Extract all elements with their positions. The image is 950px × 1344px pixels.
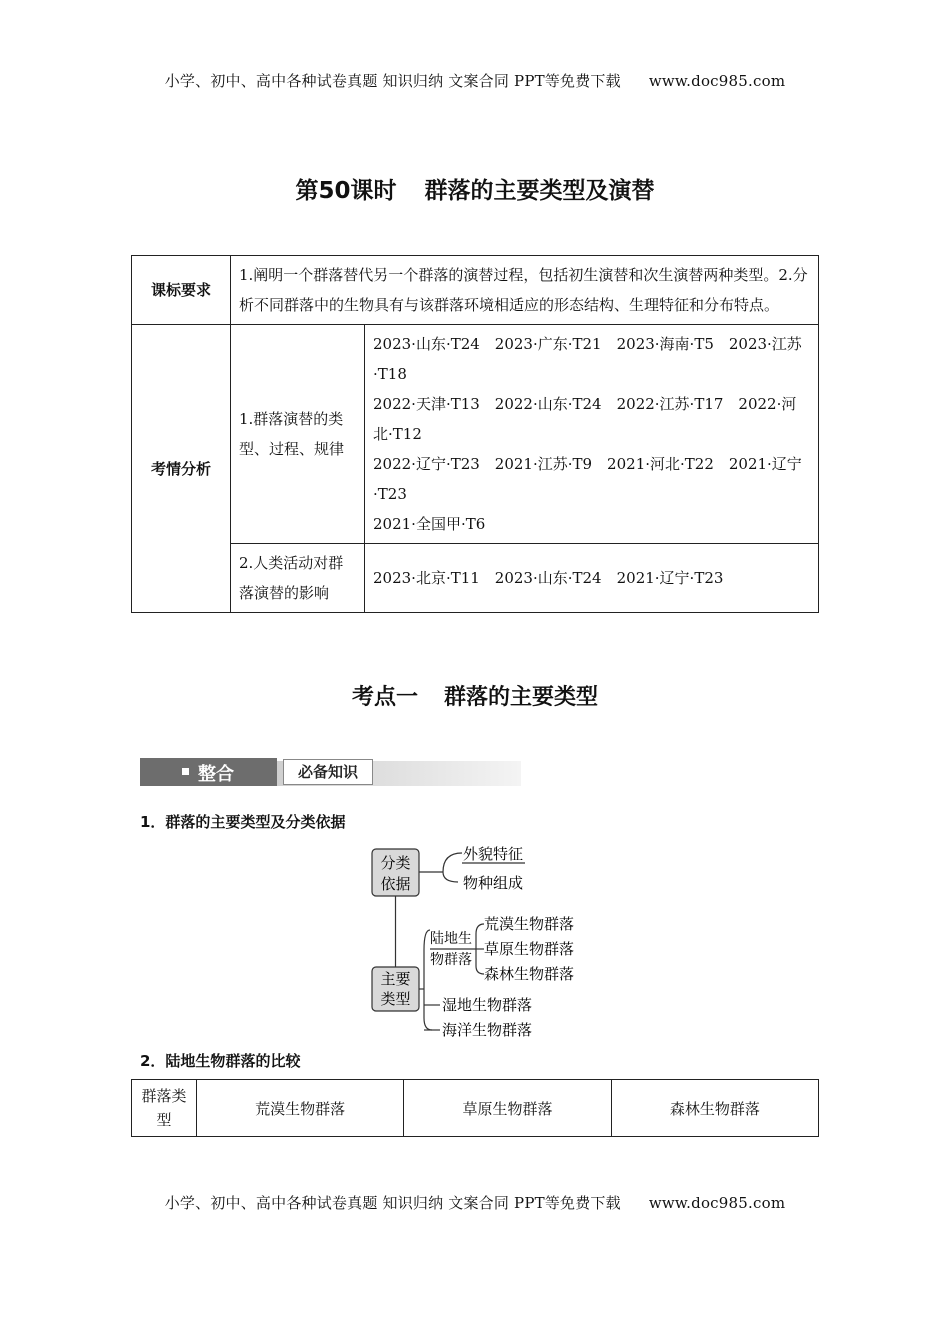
analysis-sub2-label: 2.人类活动对群落演替的影响	[231, 544, 365, 613]
requirements-label: 课标要求	[132, 256, 231, 325]
exam-line: 2022·天津·T13 2022·山东·T24 2022·江苏·T17 2022·河北·T12	[373, 395, 797, 443]
basis-box-line: 分类	[380, 854, 411, 872]
other-item: 海洋生物群落	[442, 1021, 533, 1039]
section-name: 群落的主要类型	[444, 685, 599, 710]
exam-line: 2022·辽宁·T23 2021·江苏·T9 2021·河北·T22 2021·辽宁·T23	[373, 455, 802, 503]
banner-main-label: 整合	[198, 764, 234, 785]
land-item: 荒漠生物群落	[484, 915, 575, 933]
lesson-number: 第50课时	[295, 178, 397, 204]
other-item: 湿地生物群落	[442, 996, 533, 1014]
basis-bracket	[443, 853, 462, 882]
land-label-line: 物群落	[430, 952, 472, 968]
analysis-sub2-content: 2023·北京·T11 2023·山东·T24 2021·辽宁·T23	[365, 544, 819, 613]
heading-types: 1．群落的主要类型及分类依据	[140, 813, 346, 831]
page-footer	[0, 1192, 950, 1213]
footer-text: 小学、初中、高中各种试卷真题 知识归纳 文案合同 PPT等免费下载	[164, 1194, 621, 1212]
table-header-cell: 荒漠生物群落	[197, 1080, 404, 1137]
land-item: 草原生物群落	[484, 940, 575, 958]
basis-item: 外貌特征	[463, 845, 524, 863]
requirements-content: 1.阐明一个群落替代另一个群落的演替过程，包括初生演替和次生演替两种类型。2.分析不同群落中的生物具有与该群落环境相适应的形态结构、生理特征和分布特点。	[231, 256, 819, 325]
header-text: 小学、初中、高中各种试卷真题 知识归纳 文案合同 PPT等免费下载	[164, 72, 621, 90]
exam-line: 2021·全国甲·T6	[373, 515, 486, 533]
analysis-sub1-label: 1.群落演替的类型、过程、规律	[231, 325, 365, 544]
footer-url[interactable]: www.doc985.com	[648, 1194, 786, 1212]
table-header-cell: 草原生物群落	[404, 1080, 611, 1137]
heading-compare: 2．陆地生物群落的比较	[140, 1052, 301, 1070]
table-header-cell: 群落类型	[132, 1080, 197, 1137]
types-box-line: 类型	[380, 990, 411, 1008]
land-label-line: 陆地生	[430, 931, 472, 947]
basis-item: 物种组成	[463, 874, 524, 892]
lesson-name: 群落的主要类型及演替	[424, 178, 655, 204]
types-box-line: 主要	[380, 970, 411, 988]
table-row	[132, 1080, 819, 1137]
section-label: 考点一	[351, 685, 418, 710]
table-header-cell: 森林生物群落	[611, 1080, 818, 1137]
comparison-table	[131, 1079, 819, 1137]
banner-sub-label: 必备知识	[283, 759, 373, 785]
analysis-label: 考情分析	[132, 325, 231, 613]
basis-box-line: 依据	[380, 875, 411, 893]
exam-line: 2023·山东·T24 2023·广东·T21 2023·海南·T5 2023·江苏·T18	[373, 335, 802, 383]
header-url[interactable]: www.doc985.com	[648, 72, 786, 90]
land-item: 森林生物群落	[484, 965, 575, 983]
